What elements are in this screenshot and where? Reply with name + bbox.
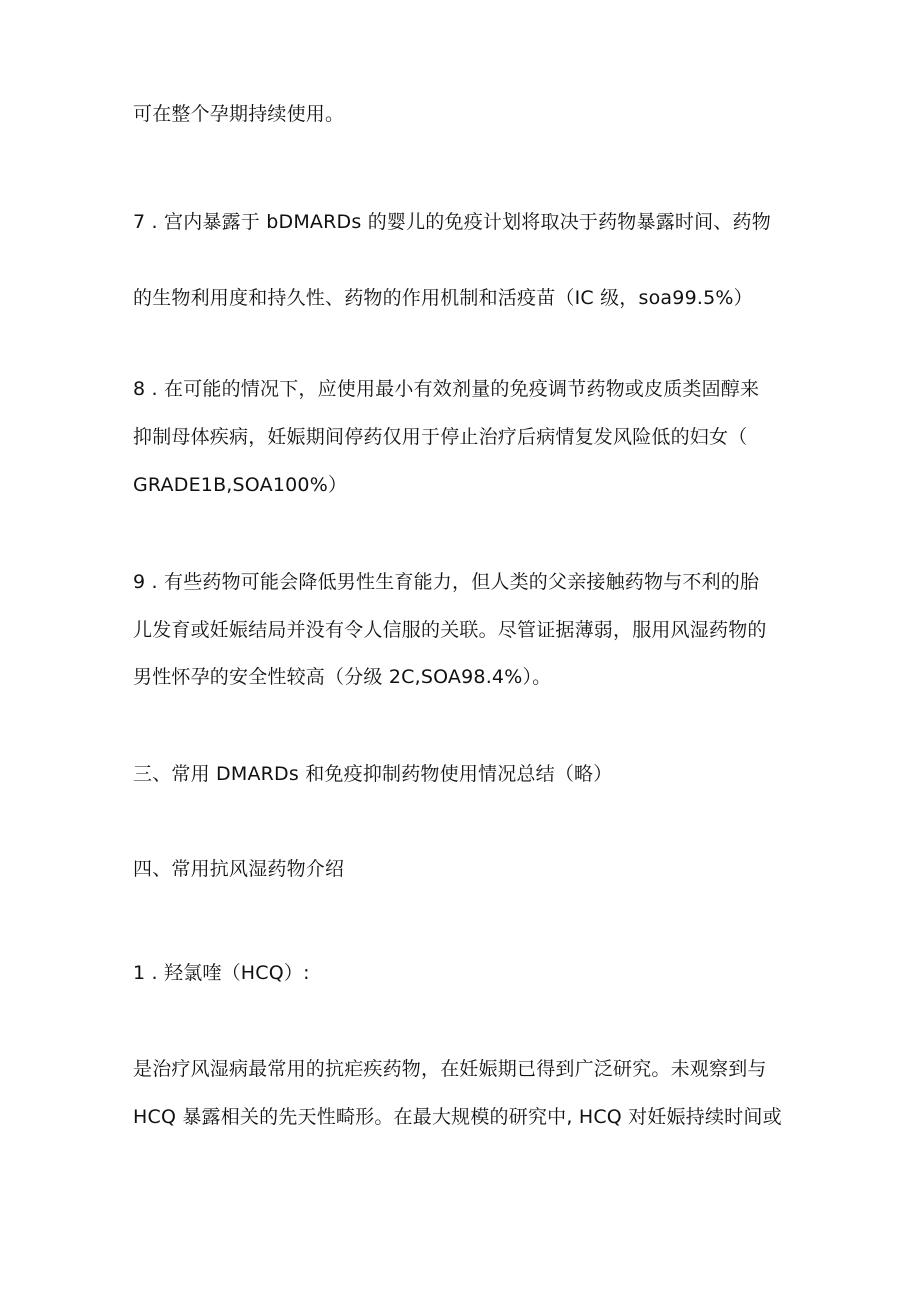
recommendation-9-line-3: 男性怀孕的安全性较高（分级 2C,SOA98.4%）。 xyxy=(133,666,552,688)
recommendation-8-line-2: 抑制母体疾病，妊娠期间停药仅用于停止治疗后病情复发风险低的妇女（ xyxy=(133,426,748,448)
recommendation-9-line-2: 儿发育或妊娠结局并没有令人信服的关联。尽管证据薄弱，服用风湿药物的 xyxy=(133,619,767,641)
hcq-paragraph-line-1: 是治疗风湿病最常用的抗疟疾药物，在妊娠期已得到广泛研究。未观察到与 xyxy=(133,1058,767,1080)
recommendation-8-line-3: GRADE1B,SOA100%） xyxy=(133,474,348,496)
hcq-paragraph-line-2: HCQ 暴露相关的先天性畸形。在最大规模的研究中, HCQ 对妊娠持续时间或 xyxy=(133,1106,782,1128)
recommendation-9-line-1: 9 . 有些药物可能会降低男性生育能力，但人类的父亲接触药物与不利的胎 xyxy=(133,571,760,593)
section-heading-3: 三、常用 DMARDs 和免疫抑制药物使用情况总结（略） xyxy=(133,763,613,785)
section-heading-4: 四、常用抗风湿药物介绍 xyxy=(133,858,345,880)
subsection-heading-hcq: 1 . 羟氯喹（HCQ）: xyxy=(133,962,310,984)
text-line: 可在整个孕期持续使用。 xyxy=(133,103,345,125)
recommendation-7-line-1: 7 . 宫内暴露于 bDMARDs 的婴儿的免疫计划将取决于药物暴露时间、药物 xyxy=(133,211,771,233)
recommendation-8-line-1: 8 . 在可能的情况下，应使用最小有效剂量的免疫调节药物或皮质类固醇来 xyxy=(133,378,760,400)
recommendation-7-line-2: 的生物利用度和持久性、药物的作用机制和活疫苗（IC 级，soa99.5%） xyxy=(133,287,753,309)
